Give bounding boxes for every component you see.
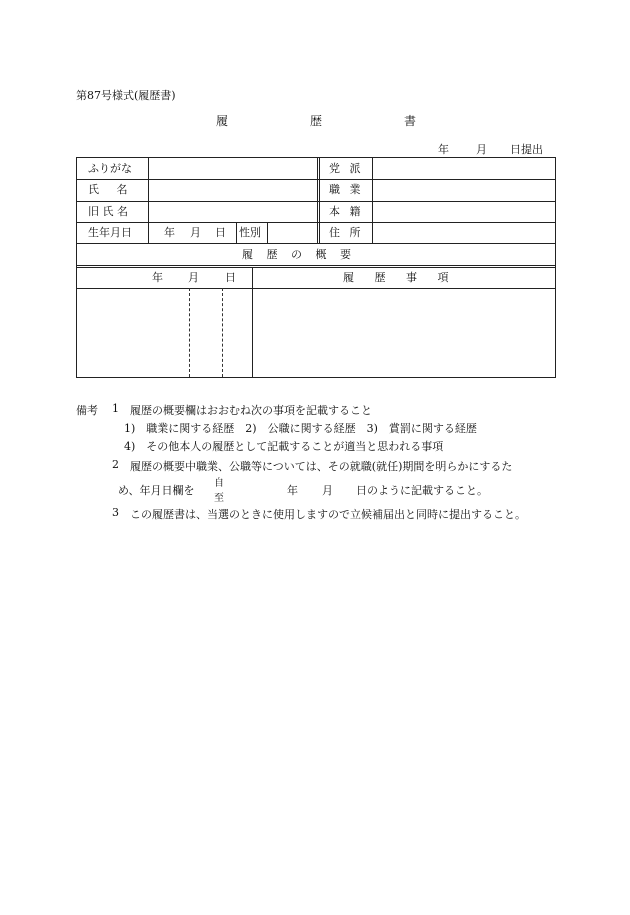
summary-header: 履 歴 の 概 要 [242,248,351,261]
col-divider [252,267,253,377]
birth-month-label: 月 [190,226,201,239]
note-2-tail: 日のように記載すること。 [356,484,488,497]
col-divider [236,222,237,243]
row-divider [77,243,555,244]
col-divider [267,222,268,243]
former-name-label: 旧 氏 名 [88,205,128,218]
note-3-text: この履歴書は、当選のときに使用しますので立候補届出と同時に提出すること。 [130,508,526,521]
history-header: 履 歴 事 項 [343,271,449,284]
note-2-month: 月 [322,484,333,497]
note-1-sub2: 4) その他本人の履歴として記載することが適当と思われる事項 [124,440,444,453]
birth-date-label: 生年月日 [88,226,132,239]
occupation-label: 職 業 [329,183,364,196]
date-header-year: 年 [152,271,163,284]
note-1-text: 履歴の概要欄はおおむね次の事項を記載すること [130,404,372,417]
dashed-divider [222,288,223,377]
address-label: 住 所 [329,226,364,239]
date-header-month: 月 [188,271,199,284]
date-header-day: 日 [225,271,236,284]
note-2-text: 履歴の概要中職業、公職等については、その就職(就任)期間を明らかにするた [130,460,513,473]
party-label: 党 派 [329,162,364,175]
col-divider [319,158,320,243]
row-divider [77,265,555,266]
submit-year: 年 [438,143,449,156]
birth-day-label: 日 [215,226,226,239]
title-char-1: 履 [216,114,229,128]
note-2-from: 自 [214,478,224,489]
resume-table [76,157,556,378]
name-label: 氏 名 [88,183,135,196]
title-char-2: 歴 [310,114,323,128]
note-2-year: 年 [287,484,298,497]
submit-month: 月 [476,143,487,156]
gender-label: 性別 [239,226,261,239]
note-2-number: 2 [112,458,119,471]
col-divider [317,158,318,243]
row-divider [77,288,555,289]
furigana-label: ふりがな [88,162,132,175]
notes-label: 備考 [76,404,98,417]
dashed-divider [189,288,190,377]
note-2-to: 至 [214,493,224,504]
note-1-sub1: 1) 職業に関する経歴 2) 公職に関する経歴 3) 賞罰に関する経歴 [124,422,477,435]
col-divider [372,158,373,243]
title-char-3: 書 [404,114,417,128]
note-1-number: 1 [112,402,119,415]
birth-year-label: 年 [164,226,175,239]
note-2-cont: め、年月日欄を [118,484,195,497]
col-divider [148,158,149,243]
row-divider [77,267,555,268]
form-number: 第87号様式(履歴書) [76,89,176,102]
note-3-number: 3 [112,506,119,519]
domicile-label: 本 籍 [329,205,364,218]
submit-day: 日提出 [510,143,543,156]
